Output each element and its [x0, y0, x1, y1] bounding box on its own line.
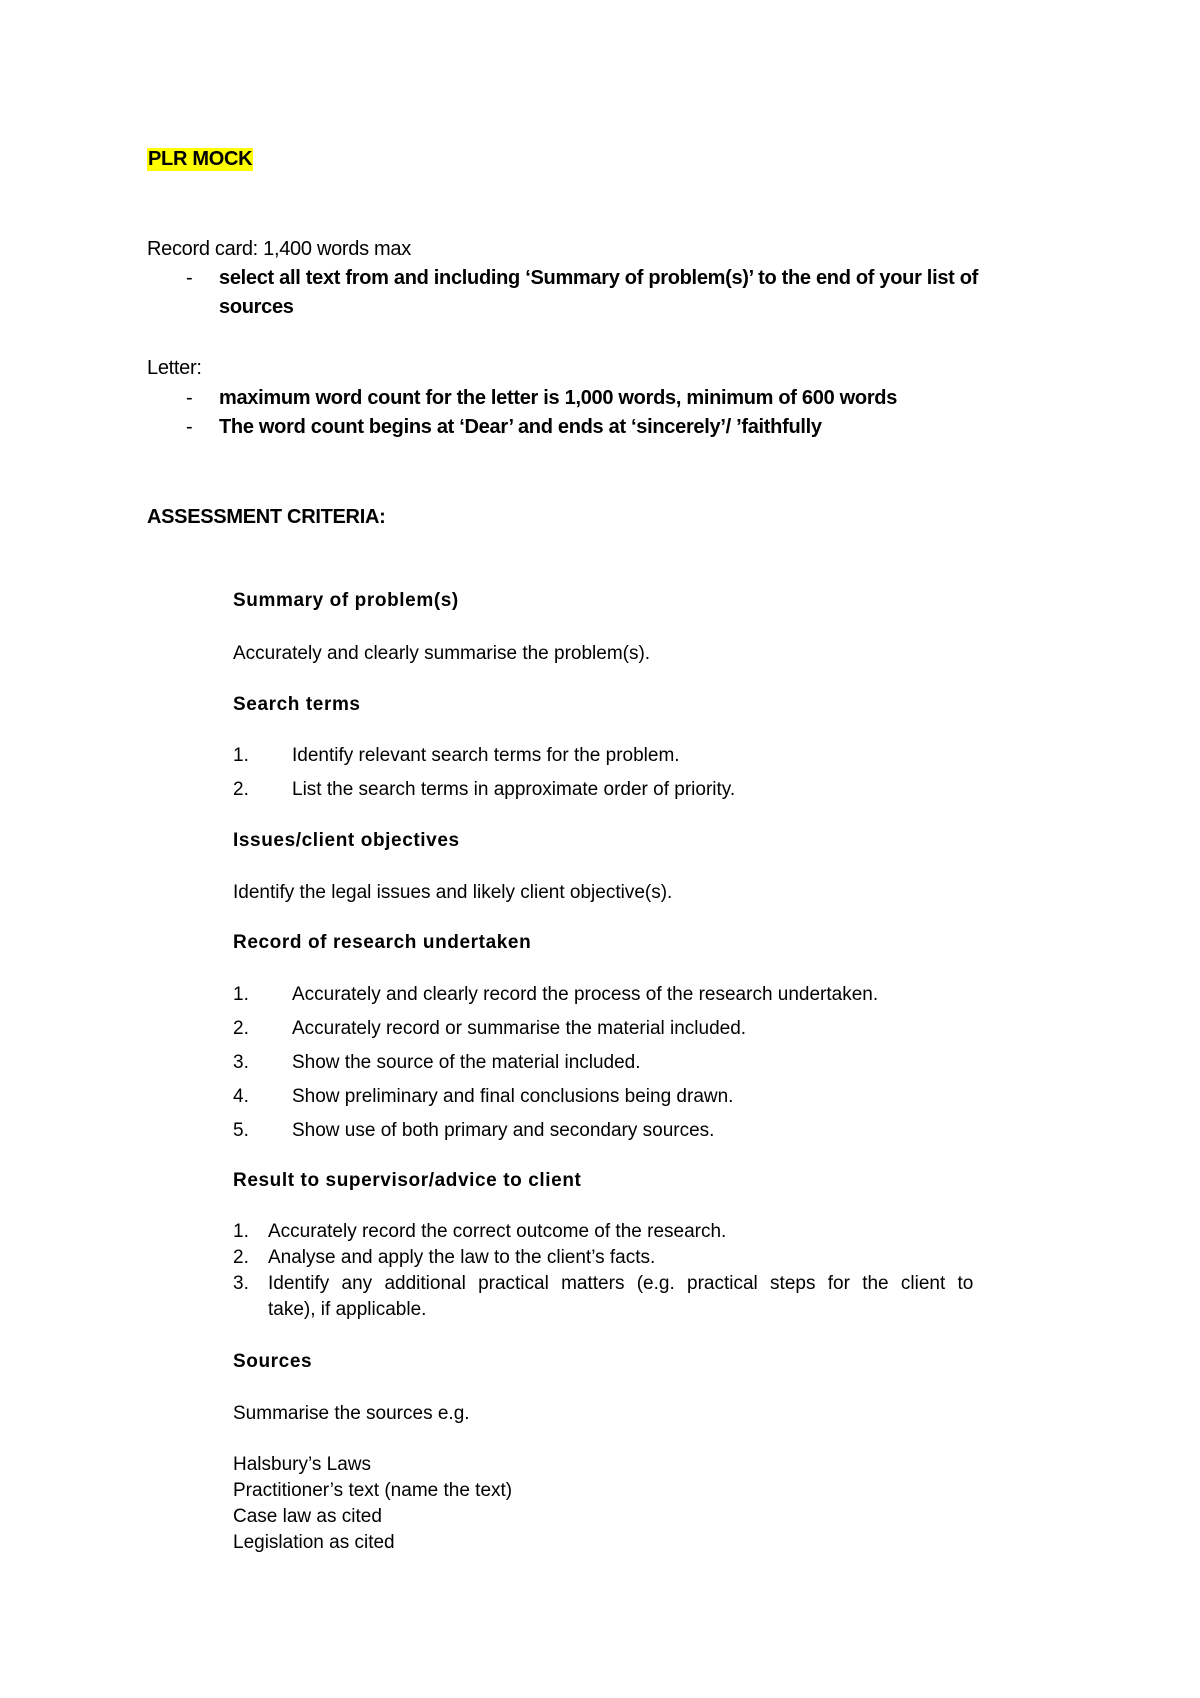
- sources-list-item: Case law as cited: [233, 1506, 382, 1527]
- issues-text: Identify the legal issues and likely client objective(s).: [233, 882, 673, 903]
- assessment-heading: ASSESSMENT CRITERIA:: [147, 506, 386, 528]
- letter-heading: Letter:: [147, 357, 202, 379]
- bullet-dash: -: [186, 267, 193, 289]
- sources-list-item: Halsbury’s Laws: [233, 1454, 371, 1475]
- sources-list-item: Practitioner’s text (name the text): [233, 1480, 513, 1501]
- letter-bullet-1: maximum word count for the letter is 1,000 words, minimum of 600 words: [219, 387, 898, 409]
- list-number: 4.: [233, 1086, 249, 1107]
- letter-bullet-2: The word count begins at ‘Dear’ and ends at ‘sincerely’/ ’faithfully: [219, 416, 822, 438]
- research-heading: Record of research undertaken: [233, 932, 532, 953]
- bullet-dash: -: [186, 416, 193, 438]
- research-item: Show the source of the material included.: [292, 1052, 641, 1073]
- search-terms-item: Identify relevant search terms for the problem.: [292, 745, 680, 766]
- sources-intro: Summarise the sources e.g.: [233, 1403, 470, 1424]
- list-number: 3.: [233, 1273, 249, 1294]
- record-card-bullet-1-cont: sources: [219, 296, 294, 318]
- research-item: Show use of both primary and secondary sources.: [292, 1120, 715, 1141]
- record-card-heading: Record card: 1,400 words max: [147, 238, 411, 260]
- list-number: 2.: [233, 1247, 249, 1268]
- list-number: 3.: [233, 1052, 249, 1073]
- sources-heading: Sources: [233, 1351, 313, 1372]
- sources-list-item: Legislation as cited: [233, 1532, 395, 1553]
- list-number: 1.: [233, 745, 249, 766]
- result-item-cont: take), if applicable.: [268, 1299, 427, 1320]
- summary-text: Accurately and clearly summarise the problem(s).: [233, 643, 651, 664]
- search-terms-heading: Search terms: [233, 694, 361, 715]
- search-terms-item: List the search terms in approximate order of priority.: [292, 779, 736, 800]
- bullet-dash: -: [186, 387, 193, 409]
- research-item: Accurately and clearly record the process of the research undertaken.: [292, 984, 879, 1005]
- document-title: PLR MOCK: [148, 148, 253, 170]
- research-item: Accurately record or summarise the material included.: [292, 1018, 747, 1039]
- list-number: 1.: [233, 984, 249, 1005]
- research-item: Show preliminary and final conclusions being drawn.: [292, 1086, 734, 1107]
- result-item: Identify any additional practical matters (e.g. practical steps for the client to: [268, 1273, 974, 1294]
- record-card-bullet-1: select all text from and including ‘Summary of problem(s)’ to the end of your list of: [219, 267, 979, 289]
- list-number: 2.: [233, 779, 249, 800]
- result-heading: Result to supervisor/advice to client: [233, 1170, 582, 1191]
- result-item: Accurately record the correct outcome of the research.: [268, 1221, 727, 1242]
- list-number: 5.: [233, 1120, 249, 1141]
- result-item: Analyse and apply the law to the client’s facts.: [268, 1247, 656, 1268]
- list-number: 1.: [233, 1221, 249, 1242]
- list-number: 2.: [233, 1018, 249, 1039]
- summary-heading: Summary of problem(s): [233, 590, 459, 611]
- issues-heading: Issues/client objectives: [233, 830, 460, 851]
